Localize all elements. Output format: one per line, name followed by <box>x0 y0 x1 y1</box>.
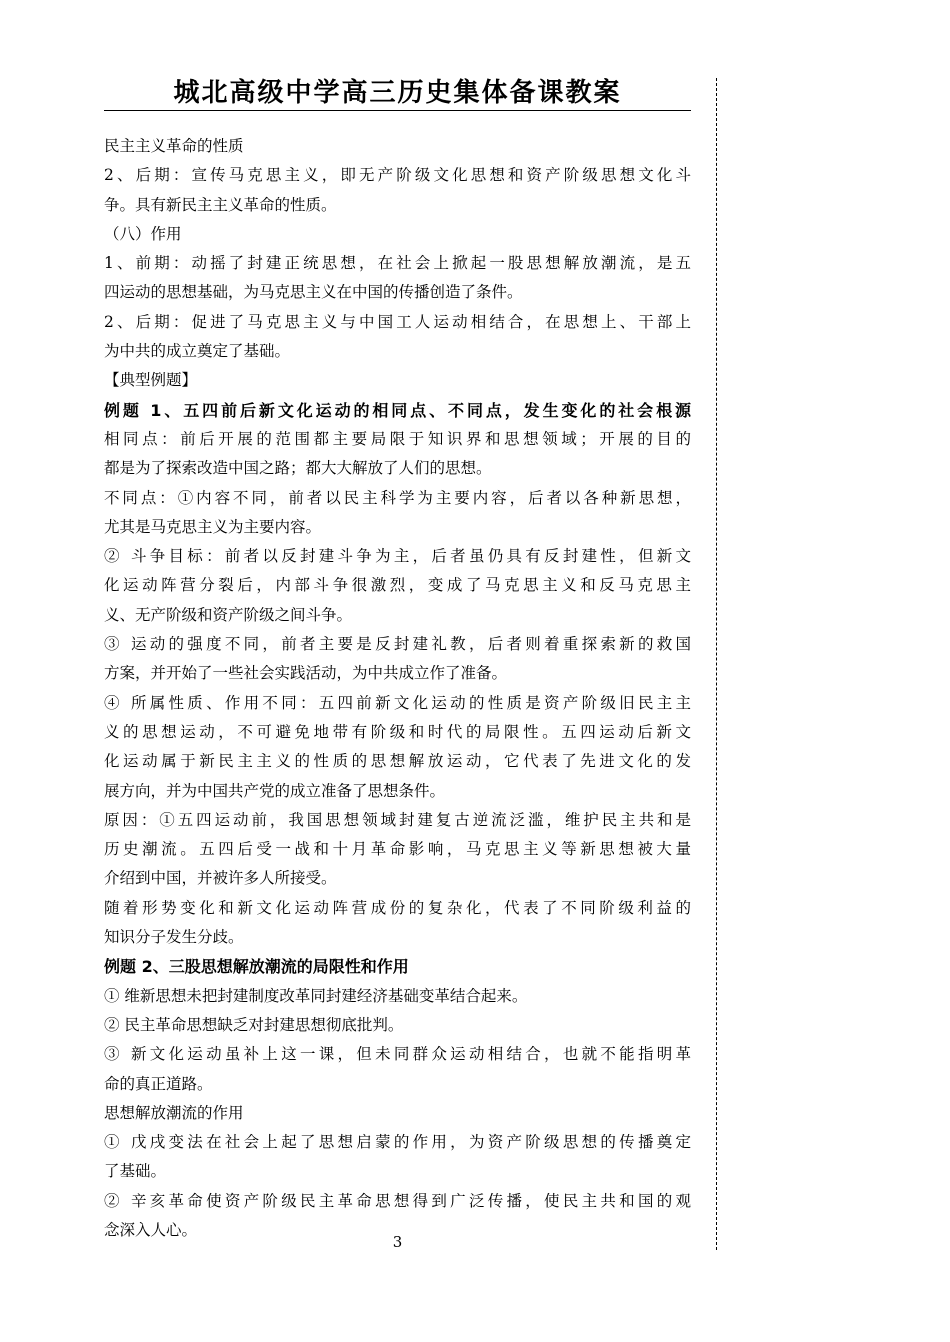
text-line: ③ 新文化运动虽补上这一课，但未同群众运动相结合，也就不能指明革 <box>104 1045 691 1064</box>
text-line: ② 斗争目标：前者以反封建斗争为主，后者虽仍具有反封建性，但新文 <box>104 547 691 566</box>
text-line: 1、前期：动摇了封建正统思想，在社会上掀起一股思想解放潮流，是五 <box>104 254 691 273</box>
text-line: 展方向，并为中国共产党的成立准备了思想条件。 <box>104 781 446 800</box>
example-heading-line: 例题 2、三股思想解放潮流的局限性和作用 <box>104 957 409 977</box>
text-line: 化运动阵营分裂后，内部斗争很激烈，变成了马克思主义和反马克思主 <box>104 576 691 595</box>
text-line: 四运动的思想基础，为马克思主义在中国的传播创造了条件。 <box>104 283 523 302</box>
text-line: ② 民主革命思想缺乏对封建思想彻底批判。 <box>104 1015 404 1034</box>
text-line: ① 维新思想未把封建制度改革同封建经济基础变革结合起来。 <box>104 986 528 1005</box>
text-line: 了基础。 <box>104 1162 167 1181</box>
text-line: 为中共的成立奠定了基础。 <box>104 342 291 361</box>
document-body <box>104 132 691 1245</box>
example-heading-line: 例题 1、五四前后新文化运动的相同点、不同点，发生变化的社会根源 <box>104 400 691 420</box>
text-line: 思想解放潮流的作用 <box>104 1103 244 1122</box>
text-line: 原因：①五四运动前，我国思想领域封建复古逆流泛滥，维护民主共和是 <box>104 810 691 829</box>
text-line: 历史潮流。五四后受一战和十月革命影响，马克思主义等新思想被大量 <box>104 840 691 859</box>
text-line: 方案，并开始了一些社会实践活动，为中共成立作了准备。 <box>104 664 508 683</box>
text-line: 争。具有新民主主义革命的性质。 <box>104 195 337 214</box>
binding-margin-dashed-line <box>716 78 717 1250</box>
text-line: ④ 所属性质、作用不同：五四前新文化运动的性质是资产阶级旧民主主 <box>104 693 691 712</box>
text-line: 【典型例题】 <box>104 371 198 390</box>
text-line: ③ 运动的强度不同，前者主要是反封建礼教，后者则着重探索新的救国 <box>104 635 691 654</box>
text-line: 都是为了探索改造中国之路；都大大解放了人们的思想。 <box>104 459 492 478</box>
text-line: ② 辛亥革命使资产阶级民主革命思想得到广泛传播，使民主共和国的观 <box>104 1191 691 1210</box>
text-line: 念深入人心。 <box>104 1220 198 1239</box>
text-line: 介绍到中国，并被许多人所接受。 <box>104 869 337 888</box>
text-line: 相同点：前后开展的范围都主要局限于知识界和思想领域；开展的目的 <box>104 429 691 448</box>
text-line: 义的思想运动，不可避免地带有阶级和时代的局限性。五四运动后新文 <box>104 722 691 741</box>
text-line: 义、无产阶级和资产阶级之间斗争。 <box>104 605 353 624</box>
text-line: 命的真正道路。 <box>104 1074 213 1093</box>
title-underline <box>104 110 691 111</box>
text-line: 2、后期：促进了马克思主义与中国工人运动相结合，在思想上、干部上 <box>104 312 691 331</box>
text-line: （八）作用 <box>104 224 182 243</box>
text-line: 不同点：①内容不同，前者以民主科学为主要内容，后者以各种新思想， <box>104 488 691 507</box>
text-line: 随着形势变化和新文化运动阵营成份的复杂化，代表了不同阶级利益的 <box>104 898 691 917</box>
text-line: 知识分子发生分歧。 <box>104 928 244 947</box>
text-line: 尤其是马克思主义为主要内容。 <box>104 517 322 536</box>
text-line: 2、后期：宣传马克思主义，即无产阶级文化思想和资产阶级思想文化斗 <box>104 166 691 185</box>
page-title: 城北高级中学高三历史集体备课教案 <box>173 78 622 108</box>
text-line: 化运动属于新民主主义的性质的思想解放运动，它代表了先进文化的发 <box>104 752 691 771</box>
text-line: 民主主义革命的性质 <box>104 137 244 155</box>
text-line: ① 戊戌变法在社会上起了思想启蒙的作用，为资产阶级思想的传播奠定 <box>104 1133 691 1152</box>
page-number: 3 <box>392 1233 403 1251</box>
